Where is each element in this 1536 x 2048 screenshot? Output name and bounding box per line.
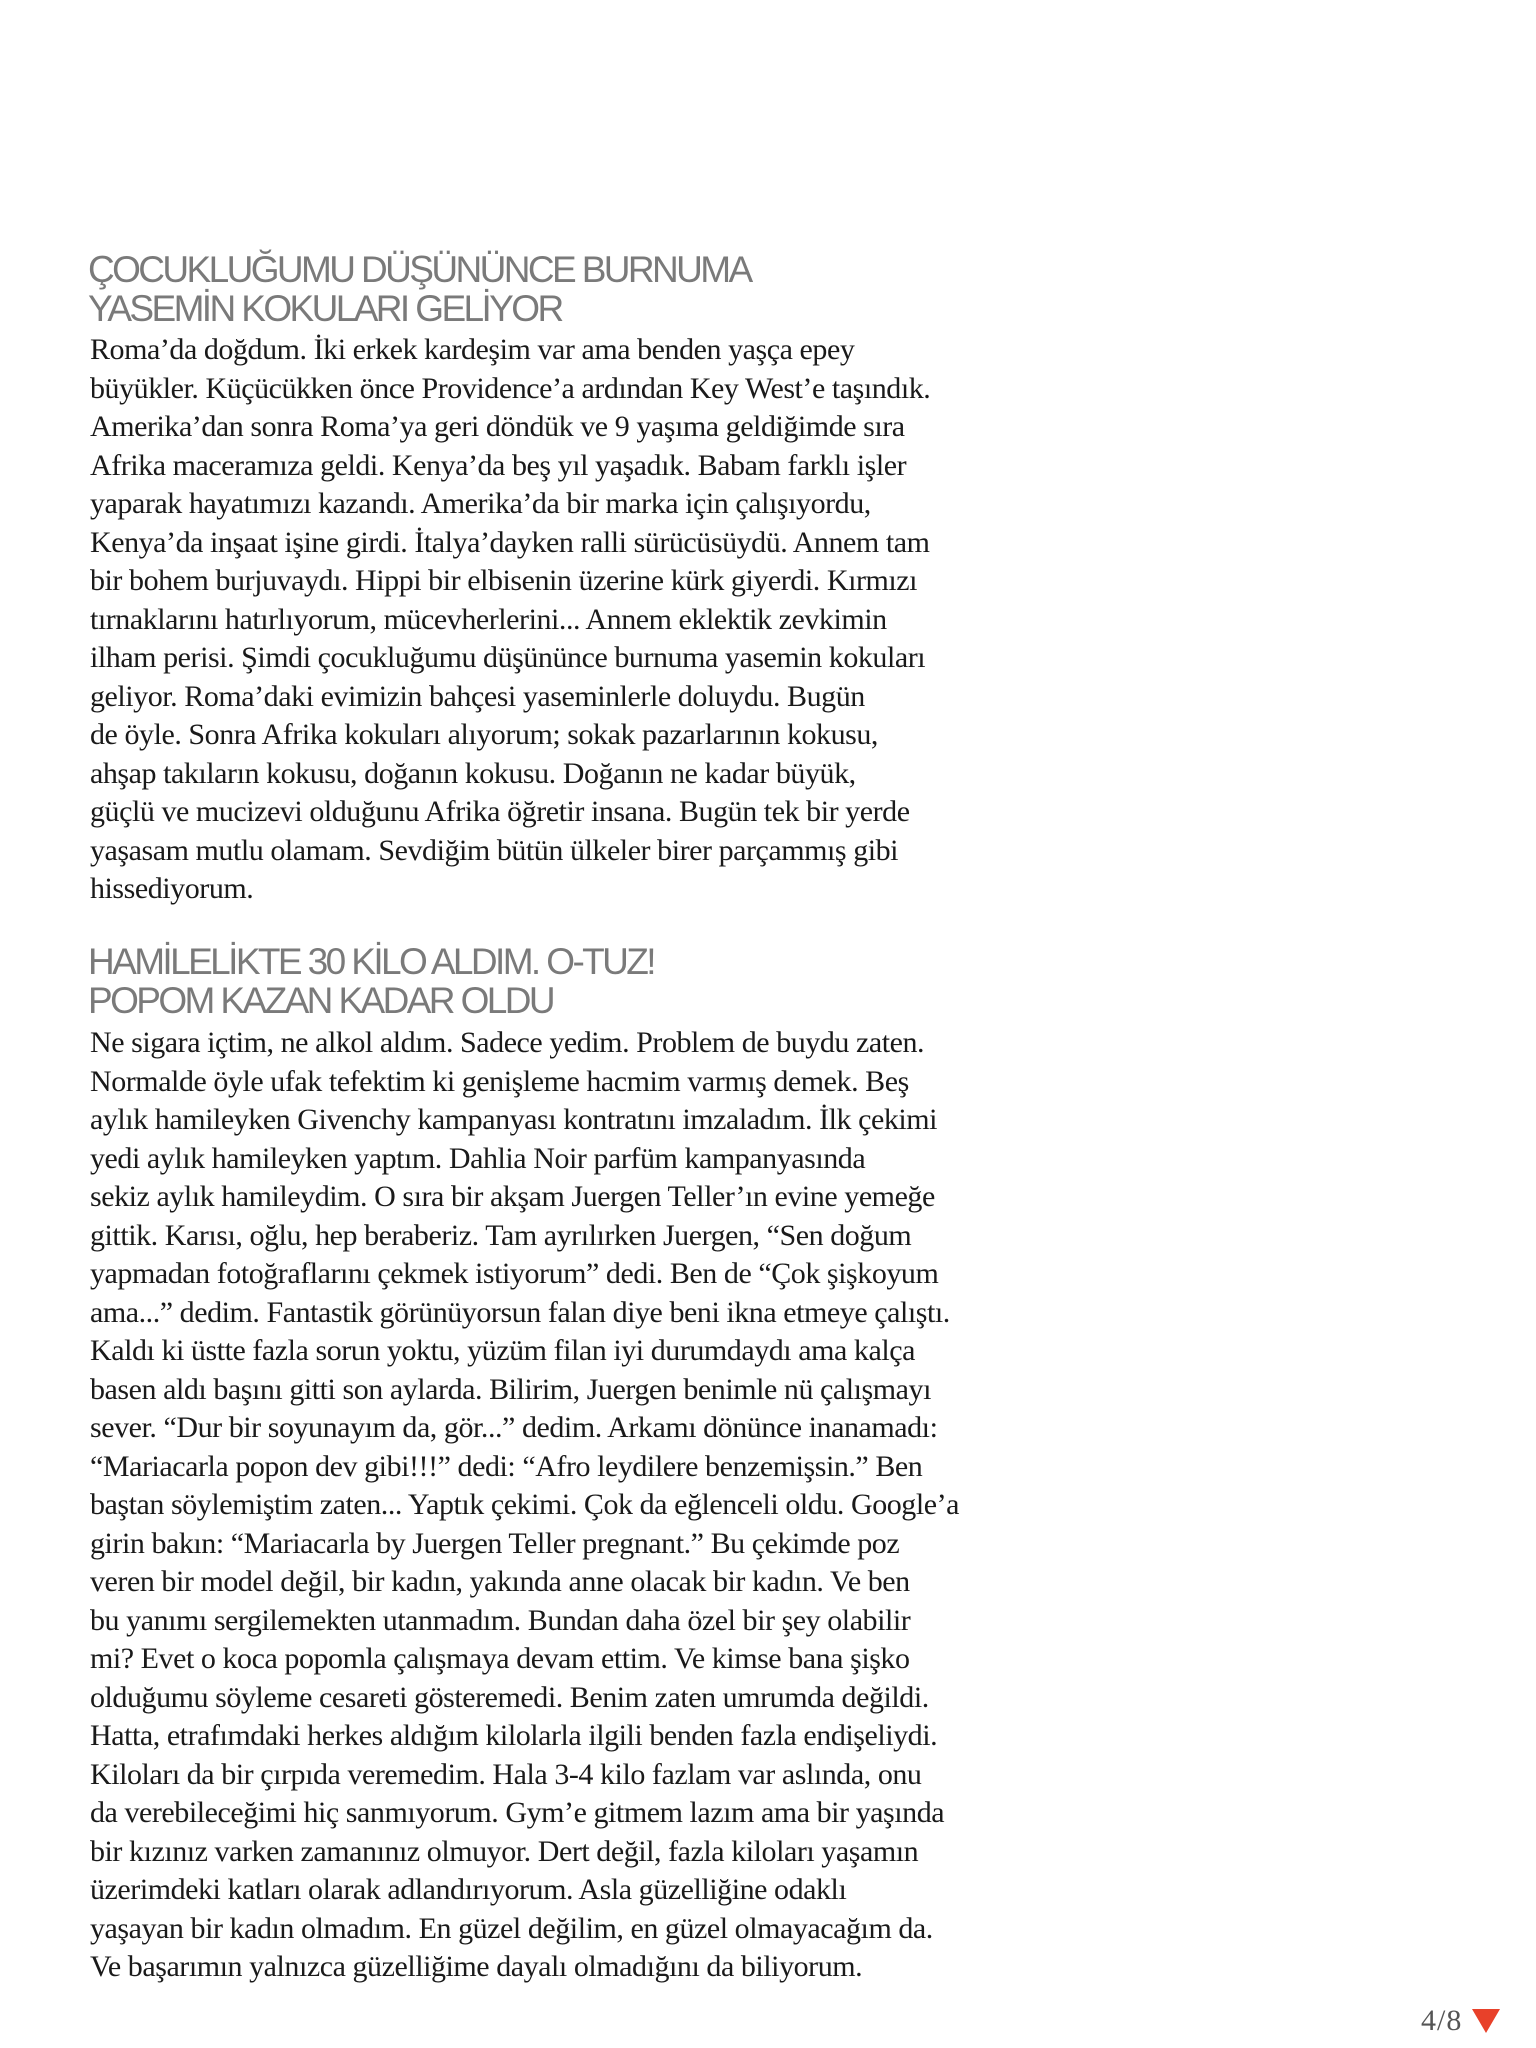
text-line: Kaldı ki üstte fazla sorun yoktu, yüzüm filan iyi durumdaydı ama kalça: [90, 1334, 915, 1367]
heading-line: YASEMİN KOKULARI GELİYOR: [88, 287, 562, 329]
text-line: de öyle. Sonra Afrika kokuları alıyorum; sokak pazarlarının kokusu,: [90, 718, 878, 751]
text-line: mi? Evet o koca popomla çalışmaya devam ettim. Ve kimse bana şişko: [90, 1642, 910, 1675]
text-line: Roma’da doğdum. İki erkek kardeşim var ama benden yaşça epey: [90, 333, 855, 366]
section-heading: [88, 943, 654, 1020]
section-heading: [88, 251, 751, 328]
text-line: gittik. Karısı, oğlu, hep beraberiz. Tam ayrılırken Juergen, “Sen doğum: [90, 1218, 912, 1252]
text-line: baştan söylemiştim zaten... Yaptık çekimi. Çok da eğlenceli oldu. Google’a: [90, 1488, 960, 1521]
heading-line: POPOM KAZAN KADAR OLDU: [88, 979, 554, 1021]
text-line: Afrika maceramıza geldi. Kenya’da beş yıl yaşadık. Babam farklı işler: [90, 448, 907, 482]
text-line: bir kızınız varken zamanınız olmuyor. Dert değil, fazla kiloları yaşamın: [90, 1834, 919, 1868]
page-number: 4/8: [1421, 2004, 1463, 2037]
text-line: da verebileceğimi hiç sanmıyorum. Gym’e gitmem lazım ama bir yaşında: [90, 1796, 945, 1829]
page-indicator: [1421, 2004, 1500, 2038]
text-line: “Mariacarla popon dev gibi!!!” dedi: “Afro leydilere benzemişsin.” Ben: [90, 1449, 923, 1483]
text-line: girin bakın: “Mariacarla by Juergen Teller pregnant.” Bu çekimde poz: [90, 1526, 900, 1560]
text-line: Ne sigara içtim, ne alkol aldım. Sadece yedim. Problem de buydu zaten.: [90, 1026, 925, 1059]
text-line: ahşap takıların kokusu, doğanın kokusu. Doğanın ne kadar büyük,: [90, 756, 856, 790]
text-line: basen aldı başını gitti son aylarda. Bilirim, Juergen benimle nü çalışmayı: [90, 1372, 931, 1406]
triangle-down-icon[interactable]: [1472, 2009, 1500, 2033]
text-line: ilham perisi. Şimdi çocukluğumu düşününce burnuma yasemin kokuları: [90, 641, 926, 674]
text-line: yapmadan fotoğraflarını çekmek istiyorum” dedi. Ben de “Çok şişkoyum: [90, 1257, 939, 1290]
text-line: sekiz aylık hamileydim. O sıra bir akşam Juergen Teller’ın evine yemeğe: [90, 1180, 935, 1213]
text-line: geliyor. Roma’daki evimizin bahçesi yaseminlerle doluydu. Bugün: [90, 679, 865, 713]
text-line: yedi aylık hamileyken yaptım. Dahlia Noir parfüm kampanyasında: [90, 1141, 866, 1175]
text-line: güçlü ve mucizevi olduğunu Afrika öğretir insana. Bugün tek bir yerde: [90, 795, 910, 828]
heading-line: HAMİLELİKTE 30 KİLO ALDIM. O-TUZ!: [88, 941, 654, 982]
section-body: [90, 331, 930, 909]
text-line: Kenya’da inşaat işine girdi. İtalya’dayken ralli sürücüsüydü. Annem tam: [90, 525, 930, 559]
text-line: Ve başarımın yalnızca güzelliğime dayalı olmadığını da biliyorum.: [90, 1950, 863, 1983]
text-line: bu yanımı sergilemekten utanmadım. Bundan daha özel bir şey olabilir: [90, 1603, 911, 1637]
text-line: üzerimdeki katları olarak adlandırıyorum. Asla güzelliğine odaklı: [90, 1873, 847, 1906]
text-line: olduğumu söyleme cesareti gösteremedi. Benim zaten umrumda değildi.: [90, 1680, 929, 1714]
text-line: Kiloları da bir çırpıda veremedim. Hala 3-4 kilo fazlam var aslında, onu: [90, 1757, 922, 1791]
text-line: bir bohem burjuvaydı. Hippi bir elbisenin üzerine kürk giyerdi. Kırmızı: [90, 564, 918, 597]
text-line: ama...” dedim. Fantastik görünüyorsun falan diye beni ikna etmeye çalıştı.: [90, 1295, 950, 1329]
text-line: sever. “Dur bir soyunayım da, gör...” dedim. Arkamı dönünce inanamadı:: [90, 1411, 938, 1444]
text-line: büyükler. Küçücükken önce Providence’a ardından Key West’e taşındık.: [90, 371, 931, 405]
text-line: veren bir model değil, bir kadın, yakında anne olacak bir kadın. Ve ben: [90, 1565, 910, 1598]
text-line: aylık hamileyken Givenchy kampanyası kontratını imzaladım. İlk çekimi: [90, 1103, 938, 1136]
text-line: yaparak hayatımızı kazandı. Amerika’da bir marka için çalışıyordu,: [90, 487, 871, 520]
text-line: yaşasam mutlu olamam. Sevdiğim bütün ülkeler birer parçammış gibi: [90, 833, 899, 867]
section-body: [90, 1024, 959, 1987]
text-line: tırnaklarını hatırlıyorum, mücevherlerini... Annem eklektik zevkimin: [90, 602, 887, 636]
heading-line: ÇOCUKLUĞUMU DÜŞÜNÜNCE BURNUMA: [88, 249, 751, 290]
text-line: Hatta, etrafımdaki herkes aldığım kilolarla ilgili benden fazla endişeliydi.: [90, 1719, 938, 1752]
text-line: hissediyorum.: [90, 872, 254, 905]
text-line: Normalde öyle ufak tefektim ki genişleme hacmim varmış demek. Beş: [90, 1064, 909, 1098]
text-line: yaşayan bir kadın olmadım. En güzel değilim, en güzel olmayacağım da.: [90, 1911, 933, 1945]
text-line: Amerika’dan sonra Roma’ya geri döndük ve 9 yaşıma geldiğimde sıra: [90, 410, 905, 443]
